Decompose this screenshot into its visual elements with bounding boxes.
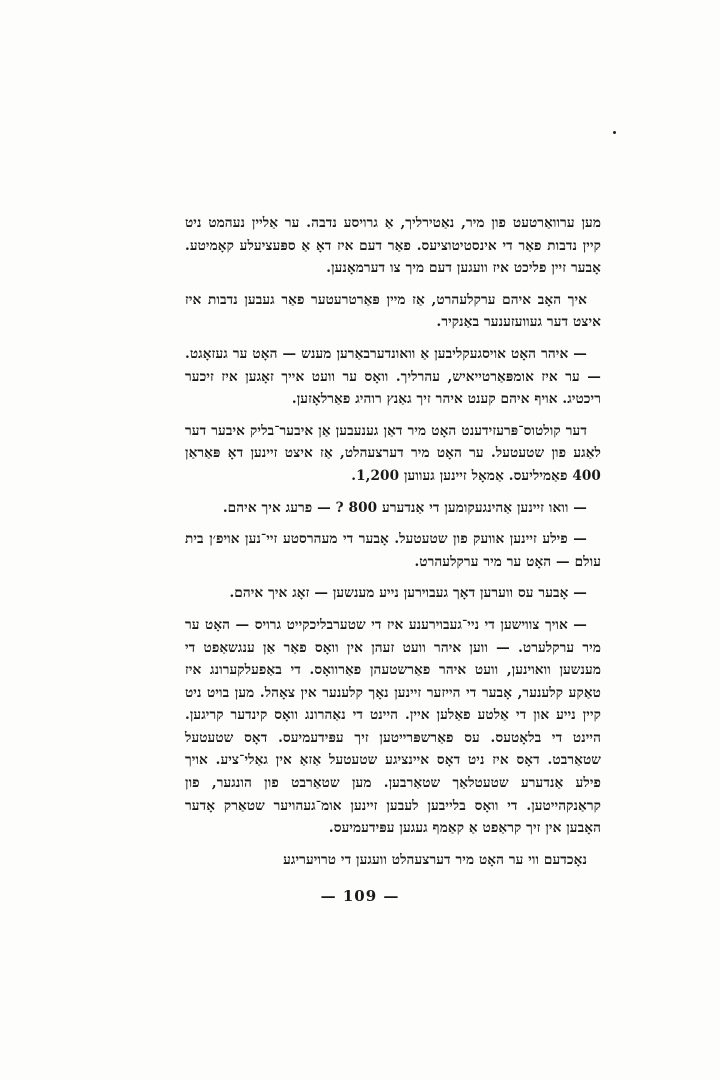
- paragraph: — אָבער עס ווערען דאָך געבוירען נייע מענשען — זאָג איך איהם.: [229, 585, 587, 602]
- paragraph: מען ערוואַרטעט פון מיר, נאַטירליך, אַ גרויסע נדבה. ער אַליין נעהמט ניט קיין נדבות פאַר די אינסטיטוציעס. פאַר דעם איז דאָ אַ ספּעציעלע קאָמיטע. אָבער זיין פליכט איז וועגען דעם מיך צו דערמאָנען.: [185, 215, 601, 277]
- paragraph: — וואו זיינען אַהינגעקומען די אַנדערע 800 ? — פרעג איך איהם.: [222, 499, 587, 516]
- paragraph: נאָכדעם ווי ער האָט מיר דערצעהלט וועגען די טרויעריגע: [283, 851, 587, 868]
- paragraph: דער קולטוס־פּרעזידענט האָט מיר דאַן גענעבען אַן איבער־בליק איבער דער לאַגע פון שטעטעל. ער האָט מיר דערצעהלט, אַז איצט זיינען דאָ פּאַראַן 400 פאַמיליעס. אַמאָל זיינען געווען 1,200.: [185, 422, 601, 484]
- ink-speck: [613, 131, 616, 134]
- paragraph: — איהר האָט אויסגעקליבען אַ וואונדערבאַרען מענש — האָט ער געזאָגט. — ער איז אומפּאַרטייאיש, עהרליך. וואָס ער וועט אייך זאָגען איז זיכער ריכטיג. אויף איהם קענט איהר זיך גאַנץ רוהיג פאַרלאָזען.: [185, 345, 601, 408]
- page-number: — 109 —: [320, 887, 400, 905]
- paragraph: — אויך צווישען די ניי־געבוירענע איז די שטערבליכקייט גרויס — האָט ער מיר ערקלערט. — ווען איהר וועט זעהן אין וואָס פאַר אַן ענגשאַפט די מענשען וואוינען, וועט איהר פאַרשטעהן פאַרוואָס. די באַפעלקערונג איז טאַקע קלענער, אָבער די הייזער זיינען נאָך קלענער אין צאָהל. מען בויט ניט קיין נייע און די אַלטע פאַלען איין. היינט די נאַהרונג וואָס קינדער קריגען. היינט די בלאָטעס. עס פאַרשפּרייטען זיך עפּידעמיעס. דאָס שטעטעל שטאַרבט. דאָס איז ניט דאָס איינציגע שטעטעל אַזאַ אין גאַלי־ציע. אויך פילע אַנדערע שטעטלאַך שטאַרבען. מען שטאַרבט פון הונגער, פון קראַנקהייטען. די וואָס בלייבען לעבען זיינען אומ־געהויער שטאַרק אָדער האָבען אין זיך קראַפט אַ קאַמף געגען עפּידעמיעס.: [185, 616, 601, 837]
- paragraph: — פילע זיינען אוועק פון שטעטעל. אָבער די מעהרסטע זיי־נען אויפ׳ן בית עולם — האָט ער מיר ערקלעהרט.: [185, 531, 601, 570]
- paragraph: איך האָב איהם ערקלעהרט, אַז מיין פּאַרטרעטער פאַר געבען נדבות איז איצט דער געוועזענער באַנקיר.: [185, 291, 601, 331]
- page-body-text: [185, 212, 601, 880]
